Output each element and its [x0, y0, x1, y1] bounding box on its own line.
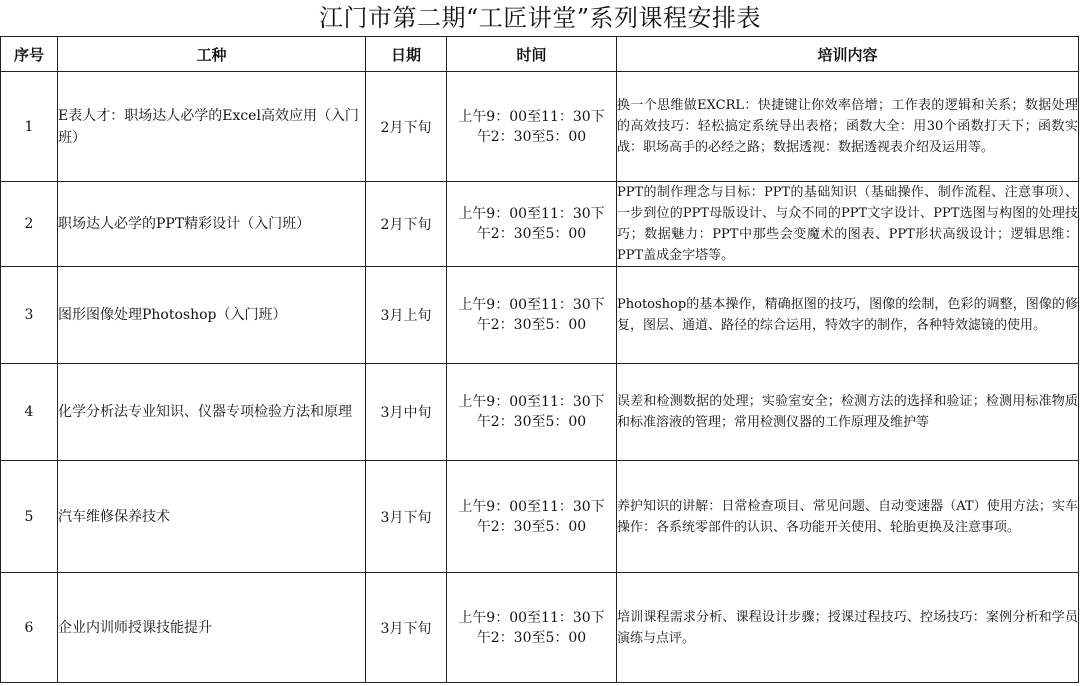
row-date: 3月中旬 [366, 364, 447, 461]
row-kind: 职场达人必学的PPT精彩设计（入门班） [58, 182, 366, 267]
row-time [447, 182, 617, 267]
row-time-am: 上午9：00至11：30下 [458, 394, 605, 410]
row-content: 误差和检测数据的处理；实验室安全；检测方法的选择和验证；检测用标准物质和标准溶液的管理；常用检测仪器的工作原理及维护等 [617, 364, 1079, 461]
row-time [447, 72, 617, 182]
page-title: 江门市第二期“工匠讲堂”系列课程安排表 [318, 4, 762, 32]
row-date: 3月下旬 [366, 461, 447, 573]
row-time-am: 上午9：00至11：30下 [458, 498, 605, 515]
row-time [447, 267, 617, 364]
row-time-am: 上午9：00至11：30下 [458, 609, 605, 626]
table-row [1, 461, 1079, 573]
row-time-am: 上午9：00至11：30下 [458, 297, 605, 313]
row-content: 换一个思维做EXCRL：快捷键让你效率倍增；工作表的逻辑和关系；数据处理的高效技巧：轻松搞定系统导出表格；函数大全：用30个函数打天下；函数实战：职场高手的必经之路；数据透视：数据透视表介绍及运用等。 [617, 72, 1079, 182]
row-time [447, 573, 617, 683]
row-content: Photoshop的基本操作，精确抠图的技巧，图像的绘制，色彩的调整，图像的修复，图层、通道、路径的综合运用，特效字的制作，各种特效滤镜的使用。 [617, 267, 1079, 364]
table-row [1, 573, 1079, 683]
row-no: 5 [1, 461, 58, 573]
row-date: 2月下旬 [366, 72, 447, 182]
header-kind: 工种 [58, 37, 366, 72]
row-time-pm: 午2：30至5：00 [476, 317, 587, 333]
row-no: 1 [1, 72, 58, 182]
row-kind: 化学分析法专业知识、仪器专项检验方法和原理 [58, 364, 366, 461]
row-date: 2月下旬 [366, 182, 447, 267]
row-kind: 图形图像处理Photoshop（入门班） [58, 267, 366, 364]
row-date: 3月下旬 [366, 573, 447, 683]
row-no: 3 [1, 267, 58, 364]
row-kind: 汽车维修保养技术 [58, 461, 366, 573]
schedule-table [0, 36, 1079, 683]
row-time-pm: 午2：30至5：00 [476, 128, 587, 145]
row-time-pm: 午2：30至5：00 [476, 414, 587, 430]
row-content: 养护知识的讲解：日常检查项目、常见问题、自动变速器（AT）使用方法；实车操作：各系统零部件的认识、各功能开关使用、轮胎更换及注意事项。 [617, 461, 1079, 573]
table-row [1, 267, 1079, 364]
row-time [447, 364, 617, 461]
row-time-am: 上午9：00至11：30下 [458, 206, 605, 222]
row-no: 6 [1, 573, 58, 683]
row-kind: 企业内训师授课技能提升 [58, 573, 366, 683]
header-content: 培训内容 [617, 37, 1079, 72]
row-time-pm: 午2：30至5：00 [476, 629, 587, 646]
header-time: 时间 [447, 37, 617, 72]
row-kind: E表人才：职场达人必学的Excel高效应用（入门班） [58, 72, 366, 182]
row-content: 培训课程需求分析、课程设计步骤；授课过程技巧、控场技巧：案例分析和学员演练与点评。 [617, 573, 1079, 683]
row-time-pm: 午2：30至5：00 [476, 226, 587, 242]
row-no: 2 [1, 182, 58, 267]
row-time-pm: 午2：30至5：00 [476, 518, 587, 535]
row-time-am: 上午9：00至11：30下 [458, 108, 605, 125]
header-no: 序号 [1, 37, 58, 72]
header-date: 日期 [366, 37, 447, 72]
table-header-row [1, 37, 1079, 72]
table-row [1, 72, 1079, 182]
row-no: 4 [1, 364, 58, 461]
row-content: PPT的制作理念与目标：PPT的基础知识（基础操作、制作流程、注意事项）、一步到位的PPT母版设计、与众不同的PPT文字设计、PPT选图与构图的处理技巧；数据魅力：PPT中那些会变魔术的图表、PPT形状高级设计；逻辑思维：PPT盖成金字塔等。 [617, 182, 1079, 267]
table-row [1, 182, 1079, 267]
row-time [447, 461, 617, 573]
table-row [1, 364, 1079, 461]
row-date: 3月上旬 [366, 267, 447, 364]
